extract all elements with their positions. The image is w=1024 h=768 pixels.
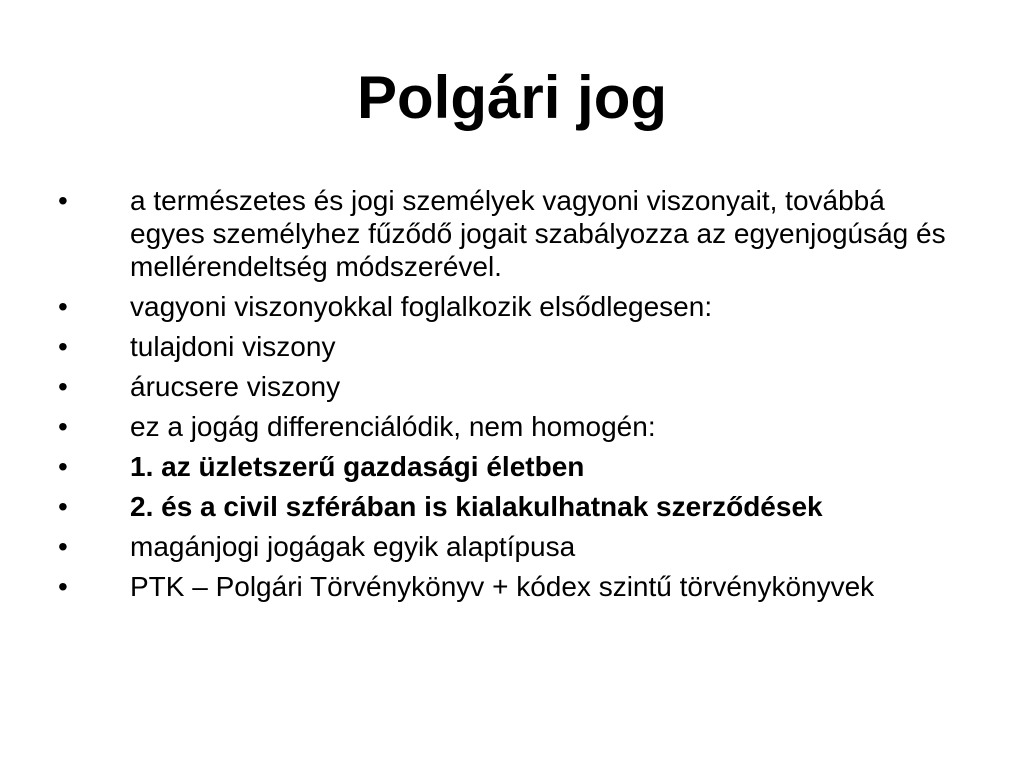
bullet-icon: • bbox=[58, 451, 68, 482]
bullet-text: a természetes és jogi személyek vagyoni viszonyait, továbbá egyes személyhez fűződő jogait szabályozza az egyenjogúság és mellérendeltség módszerével. bbox=[130, 185, 946, 282]
bullet-icon: • bbox=[58, 531, 68, 562]
bullet-item bbox=[58, 570, 958, 603]
bullet-item bbox=[58, 490, 958, 523]
bullet-icon: • bbox=[58, 185, 68, 216]
bullet-icon: • bbox=[58, 411, 68, 442]
bullet-icon: • bbox=[58, 371, 68, 402]
bullet-text: PTK – Polgári Törvénykönyv + kódex szintű törvénykönyvek bbox=[130, 571, 875, 602]
bullet-item bbox=[58, 370, 958, 403]
bullet-item bbox=[58, 450, 958, 483]
bullet-item bbox=[58, 410, 958, 443]
bullet-icon: • bbox=[58, 331, 68, 362]
bullet-text: magánjogi jogágak egyik alaptípusa bbox=[130, 531, 576, 562]
slide-title: Polgári jog bbox=[356, 64, 668, 131]
bullet-icon: • bbox=[58, 571, 68, 602]
bullet-icon: • bbox=[58, 291, 68, 322]
bullet-icon: • bbox=[58, 491, 68, 522]
bullet-item bbox=[58, 530, 958, 563]
bullet-item bbox=[58, 290, 958, 323]
bullet-text: vagyoni viszonyokkal foglalkozik elsődlegesen: bbox=[130, 291, 713, 322]
bullet-text: 2. és a civil szférában is kialakulhatnak szerződések bbox=[130, 491, 823, 522]
bullet-text: ez a jogág differenciálódik, nem homogén: bbox=[130, 411, 656, 442]
bullet-item bbox=[58, 184, 958, 283]
bullet-item bbox=[58, 330, 958, 363]
bullet-list bbox=[58, 184, 958, 610]
bullet-text: 1. az üzletszerű gazdasági életben bbox=[130, 451, 585, 482]
bullet-text: árucsere viszony bbox=[130, 371, 341, 402]
bullet-text: tulajdoni viszony bbox=[130, 331, 336, 362]
